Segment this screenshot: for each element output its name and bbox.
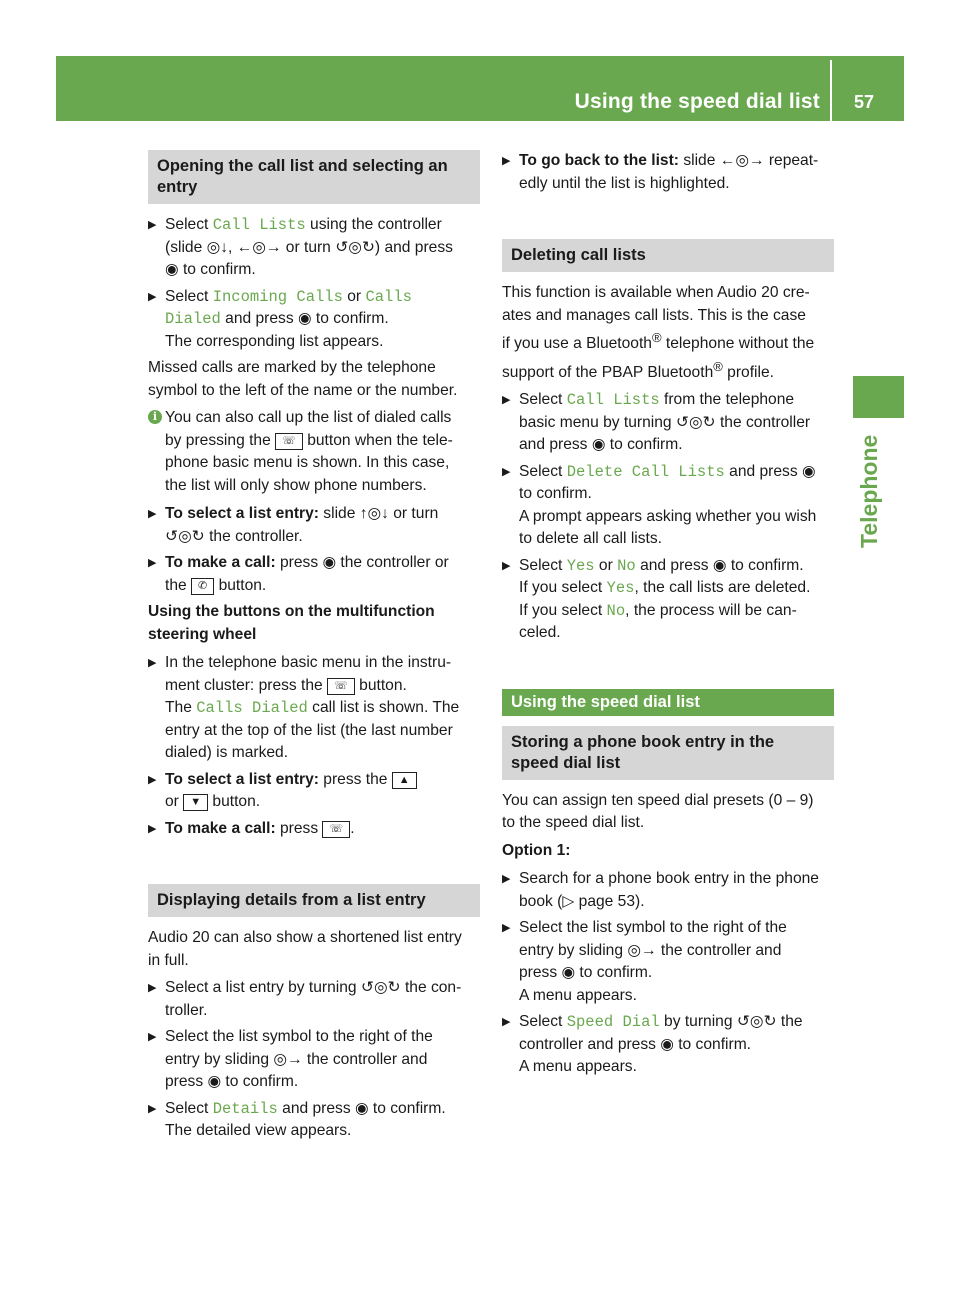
text: to confirm.: [519, 485, 592, 503]
section-heading-storing: Storing a phone book entry in the speed dial list: [502, 726, 834, 780]
step-yes-no: [502, 555, 834, 645]
text: ↺◎↻ the controller.: [165, 527, 303, 545]
text: If you select: [519, 601, 607, 619]
step-make-call-wheel: [148, 818, 480, 841]
step-go-back: [502, 150, 834, 195]
text: Select: [165, 1099, 213, 1117]
text: This function is available when Audio 20 cre-: [502, 284, 810, 301]
step-arrow-icon: ▶: [502, 873, 511, 886]
step-arrow-icon: ▶: [502, 1016, 511, 1029]
up-button-icon: ▲: [392, 772, 417, 789]
menu-code-no: No: [606, 601, 626, 620]
text: Select: [519, 556, 567, 574]
text: Using the buttons on the multifunction: [148, 603, 435, 620]
text: entry at the top of the list (the last number: [165, 721, 453, 739]
text: and press ◉ to confirm.: [519, 436, 683, 454]
text: telephone without the: [661, 335, 815, 353]
text: the: [165, 576, 192, 594]
text: basic menu by turning ↺◎↻ the controller: [519, 413, 811, 431]
step-search-phone-book: [502, 868, 834, 913]
menu-code-yes: Yes: [566, 556, 595, 575]
text: and press ◉ to confirm.: [635, 556, 804, 574]
info-icon: i: [148, 410, 162, 424]
text: slide ↑◎↓ or turn: [318, 505, 439, 522]
step-arrow-icon: ▶: [148, 557, 157, 569]
text: to delete all call lists.: [519, 530, 663, 548]
text: To select a list entry:: [165, 505, 319, 522]
step-select-call-lists-right: [502, 389, 834, 457]
menu-code-incoming-calls: Incoming Calls: [212, 287, 343, 306]
text: The detailed view appears.: [165, 1122, 352, 1139]
step-select-speed-dial: [502, 1011, 834, 1079]
text: Select: [165, 216, 213, 233]
side-tab-label: Telephone: [856, 434, 882, 548]
side-tab-marker: [853, 376, 904, 418]
step-arrow-icon: ▶: [148, 1031, 157, 1043]
section-heading-speed-dial: Using the speed dial list: [502, 689, 834, 716]
page-header: [56, 56, 904, 121]
step-select-incoming: [148, 286, 480, 354]
text: The: [165, 699, 197, 716]
call-button-icon: ✆: [191, 578, 214, 595]
text: Select: [519, 462, 567, 480]
registered-mark: ®: [651, 330, 662, 345]
text: troller.: [165, 1001, 208, 1019]
step-arrow-icon: ▶: [502, 922, 511, 935]
text: Select the list symbol to the right of the: [519, 919, 787, 937]
text: To go back to the list:: [519, 152, 679, 169]
section-heading-deleting: Deleting call lists: [502, 239, 834, 272]
option-label: Option 1:: [502, 841, 571, 859]
text: Select: [519, 391, 567, 409]
text: Select: [165, 287, 213, 305]
menu-code-yes: Yes: [606, 579, 635, 598]
text: A menu appears.: [519, 1058, 637, 1076]
phone-button-icon: ☏: [275, 433, 303, 450]
step-select-entry-turn: [148, 977, 480, 1022]
text: button.: [214, 576, 267, 594]
menu-code-call-lists: Call Lists: [212, 216, 306, 234]
text: slide ←◎→ repeat-: [678, 152, 819, 169]
text: or: [165, 793, 184, 810]
text: You can also call up the list of dialed calls: [165, 409, 452, 426]
paragraph-missed-calls: [148, 357, 480, 402]
text: support of the PBAP Bluetooth: [502, 363, 714, 381]
text: Missed calls are marked by the telephone: [148, 359, 436, 376]
text: A prompt appears asking whether you wish: [519, 507, 817, 525]
step-arrow-icon: ▶: [148, 822, 157, 835]
text: Select the list symbol to the right of the: [165, 1028, 433, 1045]
paragraph-audio-full: [148, 927, 480, 972]
text: entry by sliding ◎→ the controller and: [519, 941, 782, 959]
step-arrow-icon: ▶: [502, 559, 511, 572]
menu-code-speed-dial: Speed Dial: [566, 1013, 660, 1032]
text: Select: [519, 1013, 567, 1031]
step-arrow-icon: ▶: [148, 657, 157, 669]
text: Select a list entry by turning ↺◎↻ the con-: [165, 979, 462, 996]
step-arrow-icon: ▶: [148, 219, 157, 231]
header-title: Using the speed dial list: [574, 90, 820, 113]
text: (slide ◎↓, ←◎→ or turn ↺◎↻) and press: [165, 238, 453, 256]
text: ates and manages call lists. This is the case: [502, 306, 806, 324]
text: entry by sliding ◎→ the controller and: [165, 1050, 428, 1068]
text: .: [350, 819, 355, 837]
step-arrow-icon: ▶: [148, 508, 157, 520]
text: If you select: [519, 579, 607, 597]
text: ◉ to confirm.: [165, 261, 256, 278]
menu-code-call-lists: Call Lists: [566, 391, 660, 410]
text: using the controller: [305, 216, 442, 233]
text: by turning ↺◎↻ the: [659, 1013, 803, 1031]
step-arrow-icon: ▶: [148, 982, 157, 994]
text: press: [275, 819, 323, 837]
step-make-call: [148, 552, 480, 597]
step-arrow-icon: ▶: [502, 155, 511, 167]
text: symbol to the left of the name or the number.: [148, 381, 458, 399]
text: dialed) is marked.: [165, 744, 289, 761]
text: , the process will be can-: [625, 601, 797, 619]
paragraph-function-available: [502, 282, 834, 384]
step-select-call-lists: [148, 214, 480, 282]
text: button when the tele-: [302, 431, 453, 449]
step-select-details: [148, 1098, 480, 1143]
text: from the telephone: [659, 391, 795, 409]
text: To make a call:: [165, 819, 276, 837]
text: You can assign ten speed dial presets (0 – 9): [502, 791, 814, 809]
step-select-list-entry-wheel: [148, 769, 480, 814]
text: or: [594, 556, 618, 574]
header-divider: [830, 60, 832, 121]
text: to the speed dial list.: [502, 814, 645, 832]
step-instrument-cluster: [148, 652, 480, 765]
text: celed.: [519, 624, 561, 642]
step-arrow-icon: ▶: [502, 394, 511, 407]
menu-code-no: No: [617, 556, 636, 575]
section-heading-open-call-list: Opening the call list and selecting an entry: [148, 150, 480, 204]
text: if you use a Bluetooth: [502, 335, 652, 353]
subheading-steering-wheel: [148, 601, 480, 646]
paragraph-assign: [502, 790, 834, 835]
text: steering wheel: [148, 625, 257, 643]
registered-mark: ®: [713, 358, 723, 374]
text: controller and press ◉ to confirm.: [519, 1035, 752, 1053]
right-column: [502, 150, 834, 1083]
phone-button-icon: ☏: [327, 678, 355, 695]
step-delete-call-lists: [502, 461, 834, 551]
text: Search for a phone book entry in the phone: [519, 870, 819, 888]
text: The corresponding list appears.: [165, 332, 384, 350]
text: To make a call:: [165, 554, 276, 571]
text: the list will only show phone numbers.: [165, 476, 427, 494]
text: press ◉ the controller or: [275, 554, 449, 571]
section-heading-details: Displaying details from a list entry: [148, 884, 480, 917]
text: and press ◉ to confirm.: [277, 1099, 446, 1117]
text: and press ◉: [724, 462, 816, 480]
text: A menu appears.: [519, 986, 637, 1004]
menu-code-calls-dialed: Calls Dialed: [196, 699, 308, 717]
text: by pressing the: [165, 431, 276, 449]
menu-code-calls: Calls: [365, 287, 412, 306]
text: call list is shown. The: [307, 699, 460, 716]
text: in full.: [148, 951, 189, 969]
text: edly until the list is highlighted.: [519, 174, 730, 192]
info-note: [148, 407, 480, 497]
text: or: [342, 287, 366, 305]
text: In the telephone basic menu in the instru-: [165, 654, 452, 671]
step-arrow-icon: ▶: [148, 1102, 157, 1115]
step-arrow-icon: ▶: [502, 465, 511, 478]
text: book (▷ page 53).: [519, 892, 645, 910]
text: To select a list entry:: [165, 770, 319, 788]
step-select-list-entry: [148, 503, 480, 548]
down-button-icon: ▼: [183, 794, 208, 811]
text: button.: [208, 793, 261, 810]
text: press ◉ to confirm.: [519, 964, 653, 982]
menu-code-dialed: Dialed: [165, 310, 221, 328]
text: press the: [318, 770, 392, 788]
text: and press ◉ to confirm.: [220, 310, 389, 327]
text: , the call lists are deleted.: [634, 579, 811, 597]
step-arrow-icon: ▶: [148, 290, 157, 303]
menu-code-delete-call-lists: Delete Call Lists: [566, 462, 725, 481]
text: ment cluster: press the: [165, 676, 328, 694]
text: press ◉ to confirm.: [165, 1073, 299, 1090]
page-number: 57: [853, 92, 874, 112]
step-select-list-symbol-right: [502, 917, 834, 1007]
phone-button-icon: ☏: [322, 821, 350, 838]
text: profile.: [722, 363, 774, 381]
left-column: [148, 150, 480, 1147]
text: button.: [354, 676, 407, 694]
text: Audio 20 can also show a shortened list entry: [148, 929, 462, 946]
step-arrow-icon: ▶: [148, 773, 157, 786]
step-select-list-symbol: [148, 1026, 480, 1094]
text: phone basic menu is shown. In this case,: [165, 454, 450, 471]
menu-code-details: Details: [212, 1099, 278, 1118]
